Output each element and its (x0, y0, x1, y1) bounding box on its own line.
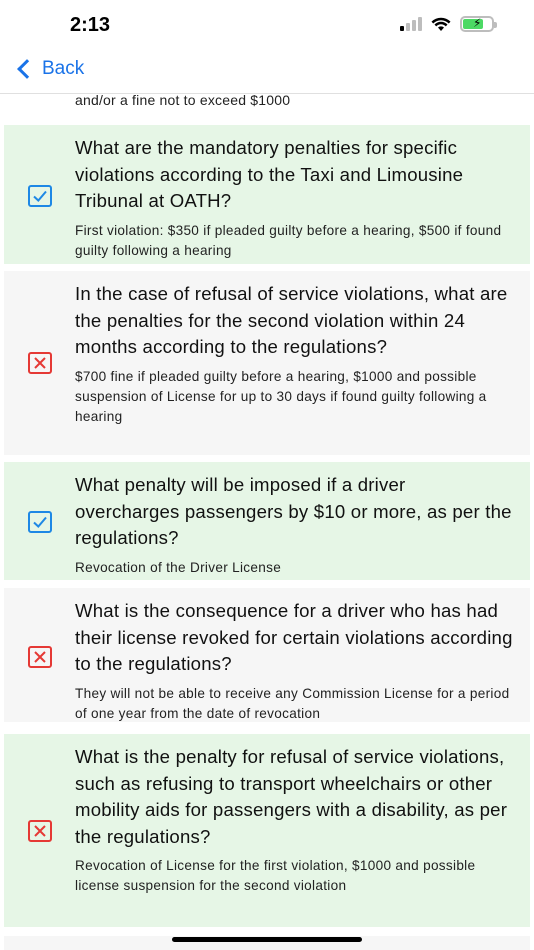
checkmark-icon (28, 185, 52, 207)
question-text: What are the mandatory penalties for specific violations according to the Taxi and Limousine Tribunal at OATH? (75, 137, 464, 211)
home-indicator[interactable] (172, 937, 362, 942)
status-time: 2:13 (70, 14, 111, 36)
question-text: What is the consequence for a driver who has had their license revoked for certain violations according to the regulations? (75, 600, 513, 674)
answer-text: Revocation of License for the first violation, $1000 and possible license suspension for the second violation (75, 858, 476, 893)
question-text: In the case of refusal of service violations, what are the penalties for the second violation within 24 months according to the regulations? (75, 283, 508, 357)
answer-text: $700 fine if pleaded guilty before a hearing, $1000 and possible suspension of License for up to 30 days if found guilty following a hearing (75, 368, 487, 424)
cross-icon (28, 820, 52, 842)
results-list[interactable] (0, 94, 534, 950)
result-card (4, 271, 530, 455)
navigation-bar (0, 52, 534, 94)
chevron-left-icon (17, 59, 37, 79)
cross-icon (28, 352, 52, 374)
answer-text: First violation: $350 if pleaded guilty before a hearing, $500 if found guilty following a hearing (75, 222, 502, 258)
status-bar (0, 0, 534, 52)
question-text: What is the penalty for refusal of service violations, such as refusing to transport wheelchairs or other mobility aids for passengers with a disability, as per the regulations? (75, 746, 508, 847)
result-card (4, 734, 530, 927)
status-icons (400, 16, 494, 32)
cellular-signal-icon (400, 17, 422, 31)
previous-answer-text: and/or a fine not to exceed $1000 (75, 94, 291, 108)
battery-charging-icon: ⚡ (460, 16, 494, 32)
answer-text: Revocation of the Driver License (75, 559, 282, 575)
question-text: What penalty will be imposed if a driver overcharges passengers by $10 or more, as per the regulations? (75, 474, 512, 548)
wifi-icon (431, 17, 451, 32)
answer-text: They will not be able to receive any Commission License for a period of one year from the date of revocation (75, 685, 510, 721)
result-card (4, 462, 530, 580)
back-label: Back (42, 58, 85, 79)
cross-icon (28, 646, 52, 668)
checkmark-icon (28, 511, 52, 533)
result-card (4, 588, 530, 722)
back-button[interactable] (14, 58, 84, 80)
result-card (4, 125, 530, 264)
